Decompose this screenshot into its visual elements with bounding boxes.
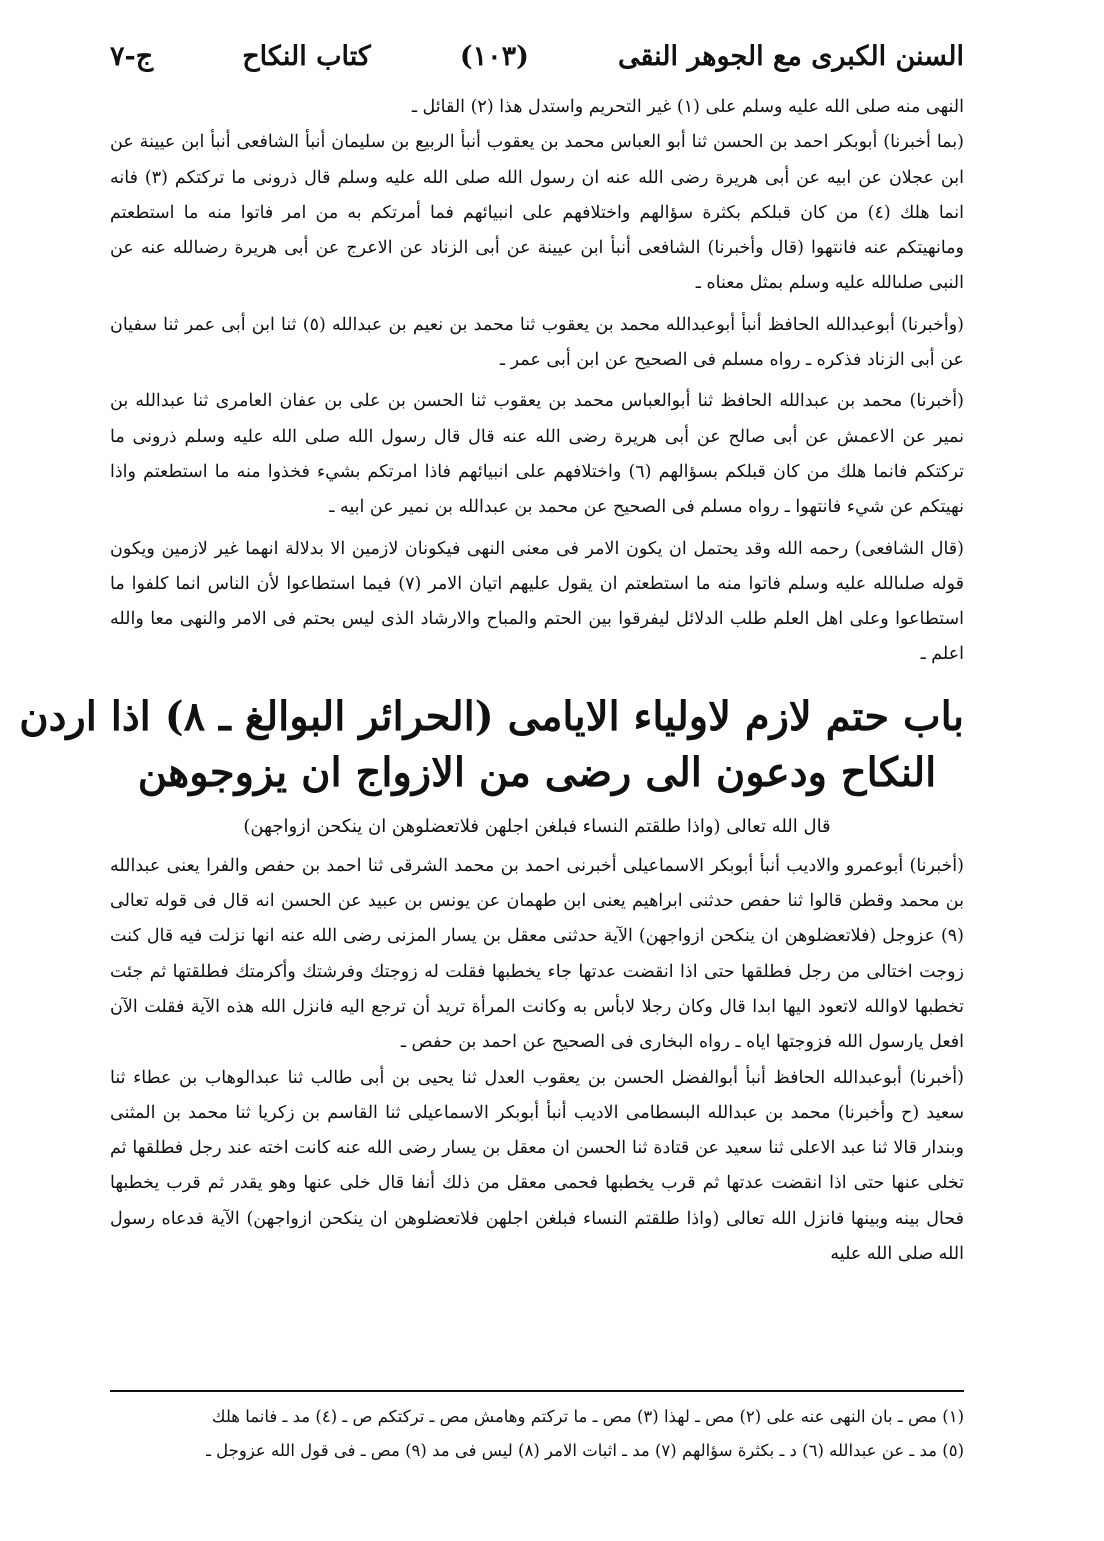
chapter-heading-line: النكاح ودعون الى رضى من الازواج ان يزوجوهن	[137, 748, 937, 796]
paragraph: (أخبرنا) أبوعمرو والاديب أنبأ أبوبكر الاسماعيلى أخبرنى احمد بن محمد الشرقى ثنا احمد بن حفص والفرا يعنى عبدالله بن محمد وقطن قالوا ثنا حفص حدثنى ابراهيم يعنى ابن طهمان عن يونس بن عبيد عن الحسن انه قال فى قوله تعالى (٩) عزوجل (فلاتعضلوهن ان ينكحن ازواجهن) الآية حدثنى معقل بن يسار المزنى رضى الله عنه انها نزلت فيه قال كنت زوجت اختالى من رجل فطلقها حتى اذا انقضت عدتها جاء يخطبها فقلت له زوجتك وفرشتك وأكرمتك فطلقتها ثم جئت تخطبها لاوالله لاتعود اليها ابدا قال وكان رجلا لابأس به وكانت المرأة تريد أن ترجع اليه فانزل الله هذه الآية فقلت الآن افعل يارسول الله فزوجتها اياه ـ رواه البخارى فى الصحيح عن احمد بن حفص ـ	[110, 855, 964, 1053]
chapter-heading	[19, 689, 964, 801]
main-text	[19, 90, 965, 1272]
paragraph: النهى منه صلى الله عليه وسلم على (١) غير التحريم واستدل هذا (٢) القائل ـ	[411, 97, 964, 117]
footnote-divider	[110, 1390, 964, 1392]
section-title: كتاب النكاح	[242, 40, 371, 72]
paragraph: (وأخبرنا) أبوعبدالله الحافظ أنبأ أبوعبدالله محمد بن يعقوب ثنا محمد بن نعيم بن عبدالله (٥) ثنا ابن أبى عمر ثنا سفيان عن أبى الزناد فذكره ـ رواه مسلم فى الصحيح عن ابن أبى عمر ـ	[110, 314, 964, 371]
page-number: (١٠٣)	[459, 40, 529, 72]
footnote-line: (١) مص ـ بان النهى عنه على (٢) مص ـ لهذا (٣) مص ـ ما تركتم وهامش مص ـ تركتكم ص ـ (٤) مد ـ فانما هلك	[211, 1407, 964, 1426]
paragraph: (أخبرنا) محمد بن عبدالله الحافظ ثنا أبوالعباس محمد بن يعقوب ثنا الحسن بن على بن عفان العامرى ثنا عبدالله بن نمير عن الاعمش عن أبى صالح عن أبى هريرة رضى الله عنه قال قال رسول الله صلى الله عليه وسلم ذرونى ما تركتكم فانما هلك من كان قبلكم بسؤالهم (٦) واختلافهم على انبيائهم فاذا امرتكم بشيء فخذوا منه ما استطعتم واذا نهيتكم عن شيء فانتهوا ـ رواه مسلم فى الصحيح عن محمد بن عبدالله بن نمير عن ابيه ـ	[110, 391, 964, 518]
page-header	[110, 36, 964, 76]
quran-verse: قال الله تعالى (واذا طلقتم النساء فبلغن اجلهن فلاتعضلوهن ان ينكحن ازواجهن)	[243, 815, 831, 837]
footnote-line: (٥) مد ـ عن عبدالله (٦) د ـ بكثرة سؤالهم (٧) مد ـ اثبات الامر (٨) ليس فى مد (٩) مص ـ فى قول الله عزوجل ـ	[206, 1441, 964, 1460]
paragraph: (بما أخبرنا) أبوبكر احمد بن الحسن ثنا أبو العباس محمد بن يعقوب أنبأ الربيع بن سليمان أنبأ الشافعى أنبأ ابن عيينة عن ابن عجلان عن ابيه عن أبى هريرة رضى الله عنه ان رسول الله صلى الله عليه وسلم قال ذرونى ما تركتكم (٣) فانه انما هلك (٤) من كان قبلكم بكثرة سؤالهم واختلافهم على انبيائهم فما أمرتكم به من امر فاتوا منه ما استطعتم ومانهيتكم عنه فانتهوا (قال وأخبرنا) الشافعى أنبأ ابن عيينة عن أبى الزناد عن الاعرج عن أبى هريرة رضىالله عنه عن النبى صلىالله عليه وسلم بمثل معناه ـ	[110, 132, 965, 294]
paragraph: (قال الشافعى) رحمه الله وقد يحتمل ان يكون الامر فى معنى النهى فيكونان لازمين الا بدلالة انهما غير لازمين ويكون قوله صلىالله عليه وسلم فاتوا منه ما استطعتم ان يقول عليهم اتيان الامر (٧) فيما استطاعوا لأن الناس انما كلفوا ما استطاعوا وعلى اهل العلم طلب الدلائل ليفرقوا بين الحتم والمباح والارشاد الذى ليس بحتم فى الامر والنهى معا والله اعلم ـ	[110, 538, 964, 665]
book-title: السنن الكبرى مع الجوهر النقى	[617, 40, 964, 72]
paragraph: (أخبرنا) أبوعبدالله الحافظ أنبأ أبوالفضل الحسن بن يعقوب العدل ثنا يحيى بن أبى طالب ثنا عبدالوهاب بن عطاء ثنا سعيد (ح وأخبرنا) محمد بن عبدالله البسطامى الاديب أنبأ أبوبكر الاسماعيلى ثنا القاسم بن زكريا ثنا محمد بن المثنى وبندار قالا ثنا عبد الاعلى ثنا سعيد عن قتادة ثنا الحسن ان معقل بن يسار رضى الله عنه كانت اخته عند رجل فطلقها ثم تخلى عنها حتى اذا انقضت عدتها ثم قرب يخطبها فحمى معقل من ذلك أنفا قال خلى عنها وهو يقدر ثم قرب يخطبها فحال بينه وبينها فانزل الله تعالى (واذا طلقتم النساء فبلغن اجلهن فلاتعضلوهن ان ينكحن ازواجهن) الآية فدعاه رسول الله صلى الله عليه	[110, 1067, 964, 1265]
footnotes	[110, 1400, 964, 1468]
chapter-heading-line: باب حتم لازم لاولياء الايامى (الحرائر البوالغ ـ ٨) اذا اردن	[19, 692, 964, 740]
volume-label: ج-٧	[110, 40, 154, 72]
